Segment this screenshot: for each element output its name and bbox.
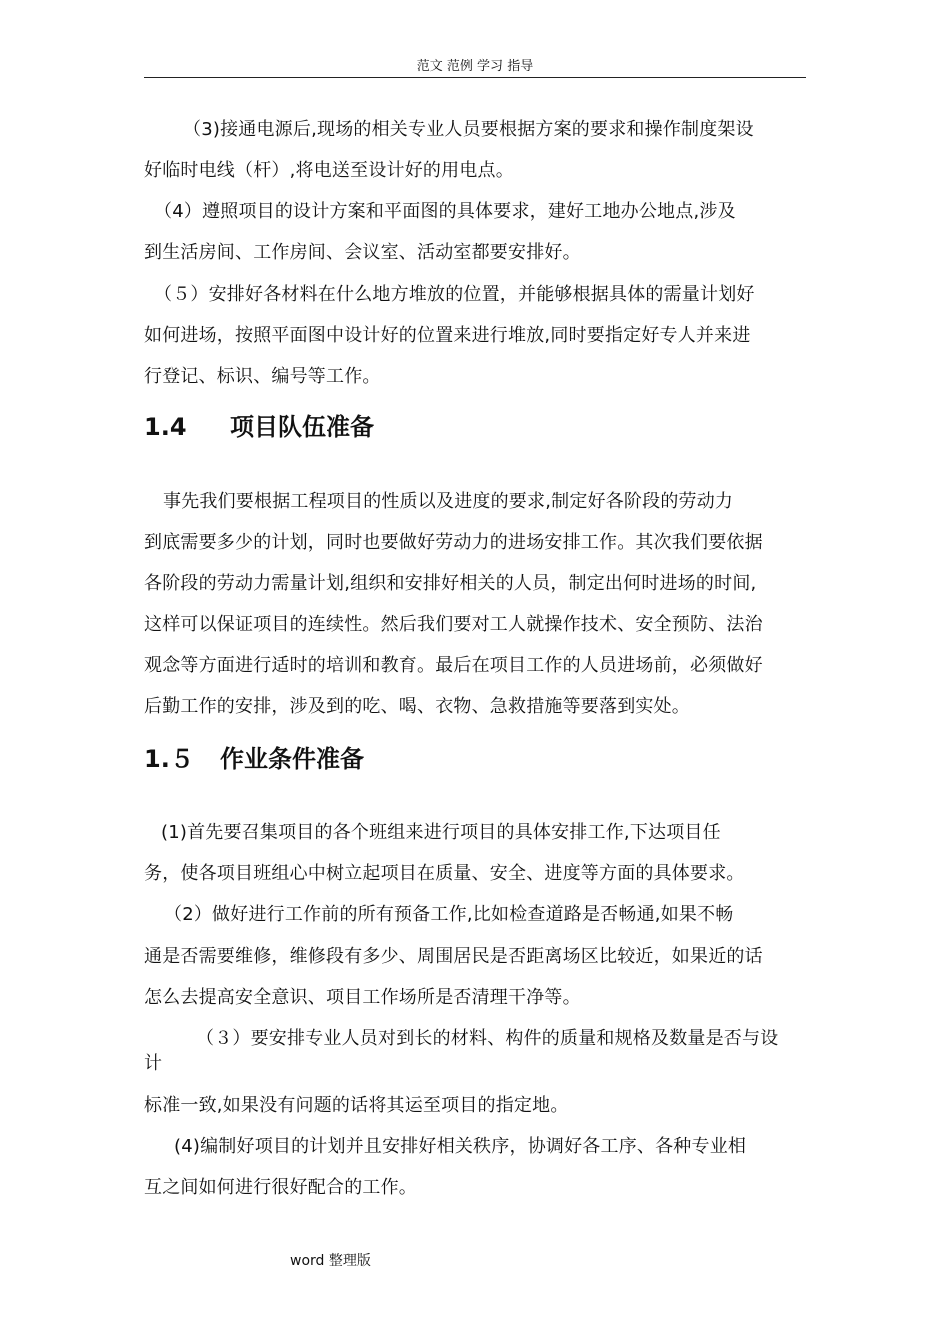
section-title: 作业条件准备 <box>220 745 364 773</box>
page-header: 范文 范例 学习 指导 <box>144 57 806 78</box>
paragraph-line: （3)接通电源后,现场的相关专业人员要根据方案的要求和操作制度架设 <box>183 119 754 140</box>
paragraph-line: （4）遵照项目的设计方案和平面图的具体要求，建好工地办公地点,涉及 <box>154 201 736 222</box>
paragraph-line: 这样可以保证项目的连续性。然后我们要对工人就操作技术、安全预防、法治 <box>144 614 763 635</box>
paragraph-line: 后勤工作的安排，涉及到的吃、喝、衣物、急救措施等要落到实处。 <box>144 696 690 717</box>
paragraph-line: 通是否需要维修，维修段有多少、周围居民是否距离场区比较近，如果近的话 <box>144 946 763 967</box>
paragraph-line: 各阶段的劳动力需量计划,组织和安排好相关的人员，制定出何时进场的时间, <box>144 573 757 594</box>
paragraph-line: (4)编制好项目的计划并且安排好相关秩序，协调好各工序、各种专业相 <box>174 1136 747 1157</box>
paragraph-line: 行登记、标识、编号等工作。 <box>144 366 381 387</box>
paragraph-line: 观念等方面进行适时的培训和教育。最后在项目工作的人员进场前，必须做好 <box>144 655 763 676</box>
section-heading-1-4 <box>144 412 374 442</box>
section-heading-1-5 <box>144 744 364 774</box>
paragraph-line: （５）安排好各材料在什么地方堆放的位置，并能够根据具体的需量计划好 <box>154 284 755 305</box>
page-footer: word 整理版 <box>290 1253 371 1269</box>
paragraph-line: 事先我们要根据工程项目的性质以及进度的要求,制定好各阶段的劳动力 <box>163 491 734 512</box>
paragraph-line: （３）要安排专业人员对到长的材料、构件的质量和规格及数量是否与设 <box>196 1028 779 1049</box>
section-number: 1.4 <box>144 413 187 441</box>
paragraph-line: 到底需要多少的计划，同时也要做好劳动力的进场安排工作。其次我们要依据 <box>144 532 763 553</box>
section-title: 项目队伍准备 <box>230 413 374 441</box>
paragraph-line: (1)首先要召集项目的各个班组来进行项目的具体安排工作,下达项目任 <box>161 822 721 843</box>
section-number: 1.５ <box>144 745 194 773</box>
paragraph-line: 怎么去提高安全意识、项目工作场所是否清理干净等。 <box>144 987 581 1008</box>
paragraph-line: 好临时电线（杆）,将电送至设计好的用电点。 <box>144 160 514 181</box>
paragraph-line: 计 <box>144 1053 163 1074</box>
paragraph-line: 到生活房间、工作房间、会议室、活动室都要安排好。 <box>144 242 581 263</box>
paragraph-line: 互之间如何进行很好配合的工作。 <box>144 1177 417 1198</box>
paragraph-line: 如何进场，按照平面图中设计好的位置来进行堆放,同时要指定好专人并来进 <box>144 325 751 346</box>
paragraph-line: （2）做好进行工作前的所有预备工作,比如检查道路是否畅通,如果不畅 <box>164 904 734 925</box>
paragraph-line: 标准一致,如果没有问题的话将其运至项目的指定地。 <box>144 1095 569 1116</box>
paragraph-line: 务，使各项目班组心中树立起项目在质量、安全、进度等方面的具体要求。 <box>144 863 745 884</box>
